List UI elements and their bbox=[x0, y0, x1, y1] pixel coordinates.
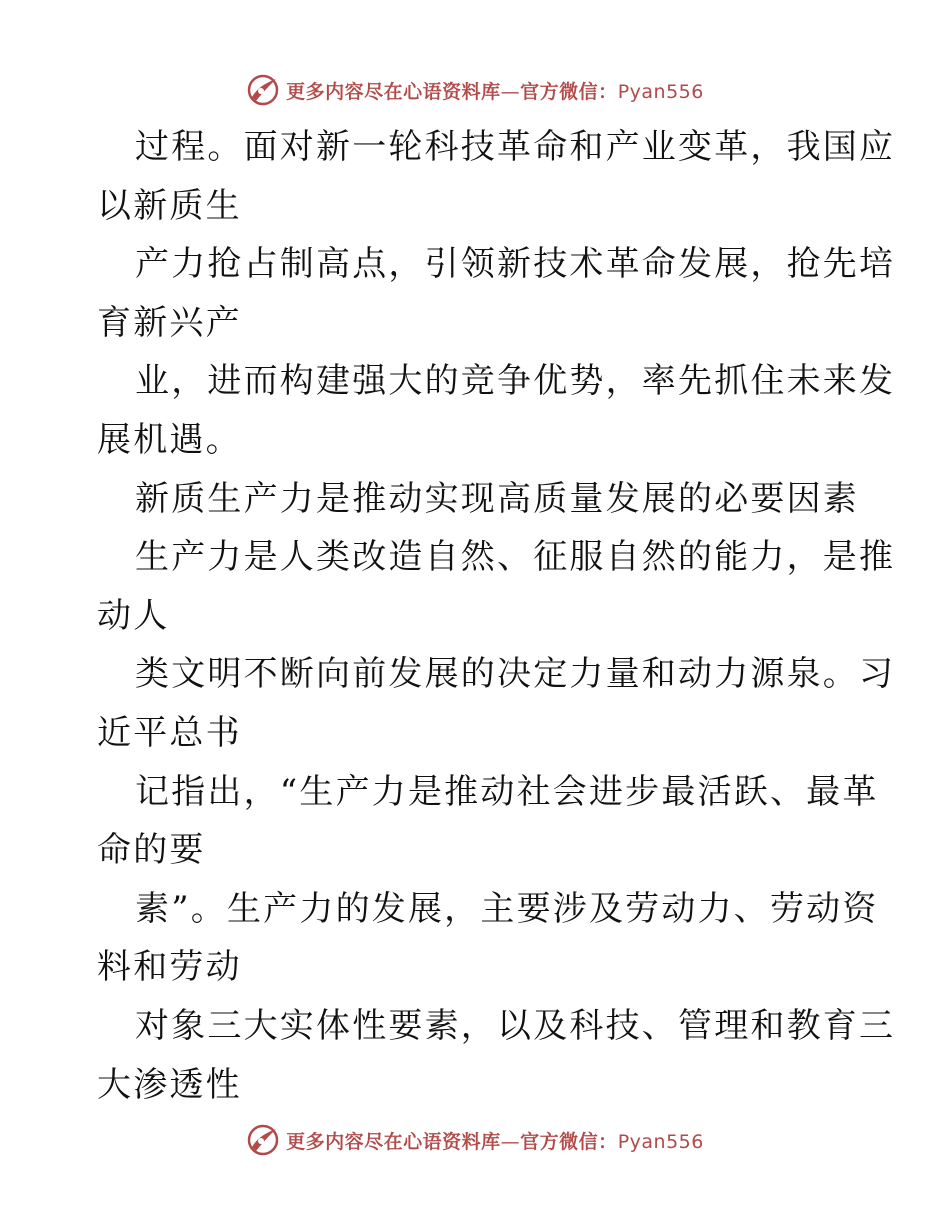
text-line: 业，进而构建强大的竞争优势，率先抓住未来发 bbox=[135, 361, 896, 402]
text-line: 命的要 bbox=[97, 830, 206, 871]
page-header-banner bbox=[0, 70, 950, 110]
text-line: 生产力是人类改造自然、征服自然的能力，是推 bbox=[135, 537, 896, 578]
document-body bbox=[97, 118, 896, 1114]
text-line: 以新质生 bbox=[97, 185, 242, 226]
text-line: 产力抢占制高点，引领新技术革命发展，抢先培 bbox=[135, 244, 896, 285]
header-brand-text: 更多内容尽在心语资料库—官方微信：Pyan556 bbox=[286, 80, 704, 103]
text-line: 展机遇。 bbox=[97, 419, 242, 460]
text-line: 新质生产力是推动实现高质量发展的必要因素 bbox=[135, 478, 859, 519]
text-line: 动人 bbox=[97, 595, 170, 636]
text-line: 育新兴产 bbox=[97, 302, 242, 343]
pen-logo-icon bbox=[246, 1123, 280, 1157]
text-line: 料和劳动 bbox=[97, 947, 242, 988]
pen-logo-icon bbox=[246, 73, 280, 107]
footer-brand-text: 更多内容尽在心语资料库—官方微信：Pyan556 bbox=[286, 1130, 704, 1153]
text-line: 近平总书 bbox=[97, 712, 242, 753]
page-footer-banner bbox=[0, 1120, 950, 1160]
text-line: 大渗透性 bbox=[97, 1064, 242, 1105]
text-line: 类文明不断向前发展的决定力量和动力源泉。习 bbox=[135, 654, 896, 695]
text-line: 记指出，“生产力是推动社会进步最活跃、最革 bbox=[135, 771, 879, 812]
text-line: 素”。生产力的发展，主要涉及劳动力、劳动资 bbox=[135, 888, 879, 929]
text-line: 对象三大实体性要素，以及科技、管理和教育三 bbox=[135, 1005, 896, 1046]
text-line: 过程。面对新一轮科技革命和产业变革，我国应 bbox=[135, 127, 896, 167]
